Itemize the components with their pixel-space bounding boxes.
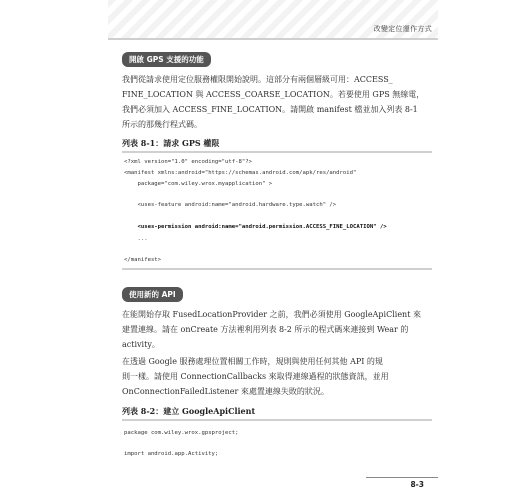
section1-paragraph	[122, 72, 432, 132]
paragraph-line: 建置連線。請在 onCreate 方法裡利用列表 8-2 所示的程式碼來連接到 Wear 的	[122, 325, 409, 334]
listing-top-rule	[122, 419, 432, 421]
paragraph-line: 在透過 Google 服務處理位置相關工作時，規則與使用任何其他 API 的規	[122, 357, 383, 366]
section2-paragraph-2	[122, 354, 432, 399]
paragraph-line: 所示的那幾行程式碼。	[122, 120, 202, 129]
listing-top-rule	[122, 151, 432, 153]
code-line: </manifest>	[124, 257, 162, 263]
code-line: package com.wiley.wrox.gpsproject;	[124, 430, 239, 436]
code-line-highlighted: <uses-permission android:name="android.permission.ACCESS_FINE_LOCATION" />	[124, 224, 387, 230]
listing-bottom-rule	[122, 268, 432, 270]
code-line: <manifest xmlns:android="https://schemas.android.com/apk/res/android"	[124, 170, 357, 176]
listing-title: 列表 8-2：建立 GoogleApiClient	[122, 406, 256, 416]
code-line: package="com.wiley.wrox.myapplication" >	[124, 181, 273, 187]
paragraph-line: 我們必須加入 ACCESS_FINE_LOCATION。請開啟 manifest 檔並加入列表 8-1	[122, 105, 418, 114]
code-line: ...	[124, 236, 148, 242]
paragraph-line: 則一樣。請使用 ConnectionCallbacks 來取得連線過程的狀態資訊，並用	[122, 372, 389, 381]
paragraph-line: activity。	[122, 340, 160, 349]
running-head: 改變定位運作方式	[373, 25, 432, 33]
section-heading-api: 使用新的 API	[122, 287, 183, 302]
code-line: <?xml version="1.0" encoding="utf-8"?>	[124, 159, 252, 165]
listing-title: 列表 8-1：請求 GPS 權限	[122, 138, 220, 148]
paragraph-line: FINE_LOCATION 與 ACCESS_COARSE_LOCATION。若要使用 GPS 無線電，	[122, 90, 425, 99]
page-header-band	[108, 0, 438, 40]
section2-paragraph-1	[122, 307, 432, 352]
paragraph-line: OnConnectionFailedListener 來處置連線失敗的狀況。	[122, 387, 329, 396]
book-page	[108, 0, 438, 500]
footer-rule	[366, 477, 438, 478]
page-number: 8-3	[410, 480, 424, 489]
paragraph-line: 在能開始存取 FusedLocationProvider 之前，我們必須使用 GoogleApiClient 來	[122, 310, 421, 319]
paragraph-line: 我們從請求使用定位服務權限開始說明。這部分有兩個層級可用：ACCESS_	[122, 75, 393, 84]
code-line: <uses-feature android:name="android.hardware.type.watch" />	[124, 202, 337, 208]
section-heading-gps: 開啟 GPS 支援的功能	[122, 52, 211, 67]
code-line: import android.app.Activity;	[124, 451, 219, 457]
